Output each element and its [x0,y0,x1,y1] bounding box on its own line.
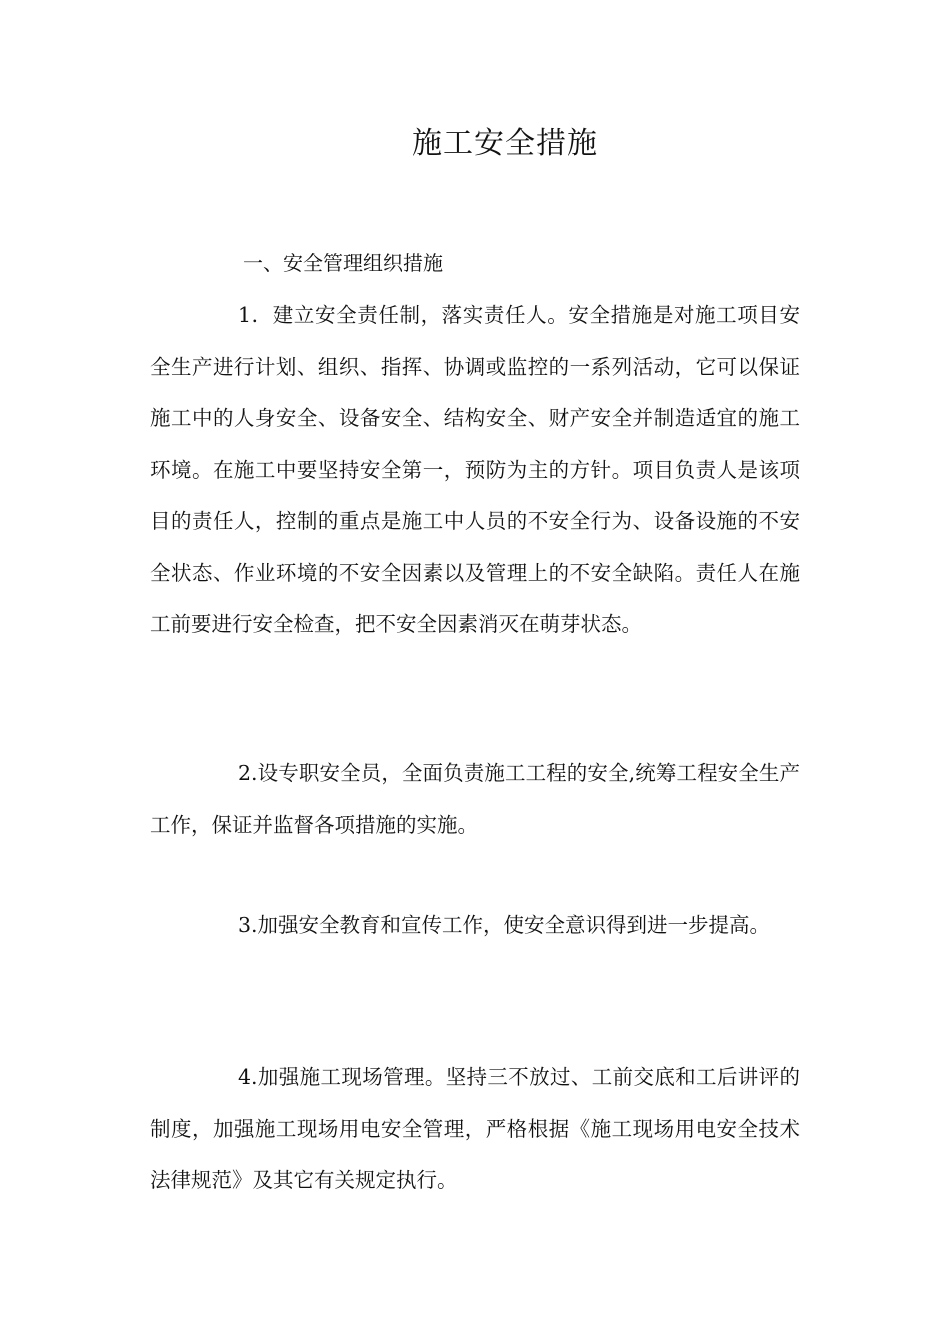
paragraph-4: 4.加强施工现场管理。坚持三不放过、工前交底和工后讲评的制度，加强施工现场用电安全管理，严格根据《施工现场用电安全技术法律规范》及其它有关规定执行。 [150,1065,800,1192]
paragraph-2: 2.设专职安全员，全面负责施工工程的安全,统筹工程安全生产工作，保证并监督各项措施的实施。 [150,761,800,837]
paragraph-3: 3.加强安全教育和宣传工作，使安全意识得到进一步提高。 [238,913,771,937]
section-heading: 一、安全管理组织措施 [243,251,443,275]
document-title: 施工安全措施 [412,126,598,161]
paragraph-1: 1．建立安全责任制，落实责任人。安全措施是对施工项目安全生产进行计划、组织、指挥、协调或监控的一系列活动，它可以保证施工中的人身安全、设备安全、结构安全、财产安全并制造适宜的施工环境。在施工中要坚持安全第一，预防为主的方针。项目负责人是该项目的责任人，控制的重点是施工中人员的不安全行为、设备设施的不安全状态、作业环境的不安全因素以及管理上的不安全缺陷。责任人在施工前要进行安全检查，把不安全因素消灭在萌芽状态。 [150,303,800,636]
